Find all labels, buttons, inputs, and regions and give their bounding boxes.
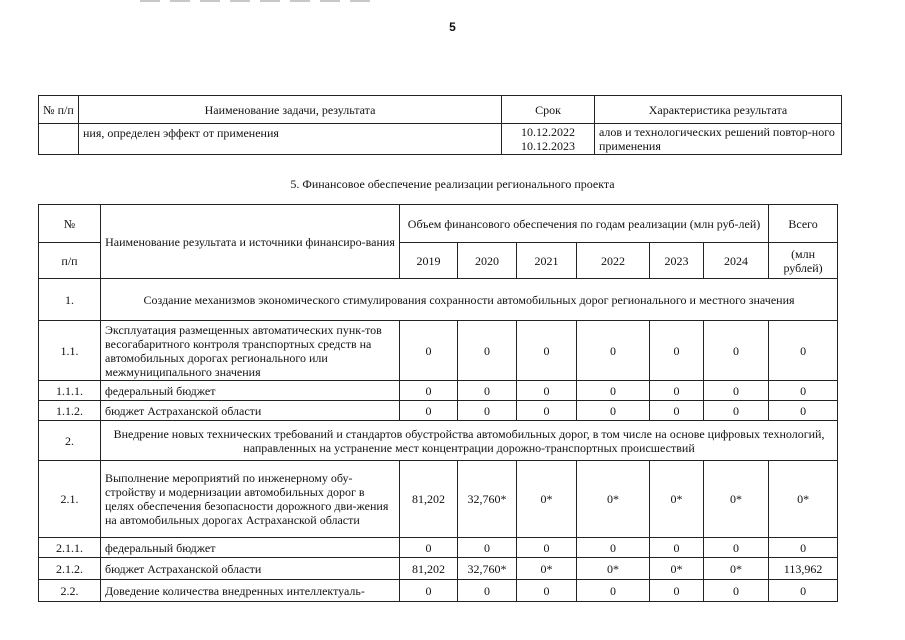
value-cell: 81,202 bbox=[400, 558, 458, 580]
value-cell: 0 bbox=[650, 321, 704, 381]
value-cell: 0 bbox=[458, 538, 517, 558]
section-title-cell: Внедрение новых технических требований и стандартов обустройства автомобильных дорог, в том числе на основе цифровых технологий, направленных на устранение мест концентрации дорожно-транспортных происшествий bbox=[101, 421, 838, 461]
value-cell: 0 bbox=[650, 580, 704, 602]
row-num: 1.1.2. bbox=[39, 401, 101, 421]
financing-header-row-1 bbox=[39, 205, 838, 243]
section-title: 5. Финансовое обеспечение реализации регионального проекта bbox=[290, 177, 615, 191]
financing-table bbox=[38, 204, 838, 602]
value-cell: 0 bbox=[577, 538, 650, 558]
row-num: 2.1.1. bbox=[39, 538, 101, 558]
value-cell: 0 bbox=[577, 381, 650, 401]
value-cell: 0 bbox=[400, 580, 458, 602]
value-cell: 0 bbox=[458, 401, 517, 421]
row-task-name: ния, определен эффект от применения bbox=[79, 124, 502, 155]
table-row bbox=[39, 580, 838, 602]
value-cell: 0 bbox=[517, 381, 577, 401]
header-num-bottom: п/п bbox=[39, 243, 101, 279]
tasks-table-header bbox=[39, 96, 842, 124]
row-num bbox=[39, 124, 79, 155]
value-cell: 0 bbox=[704, 321, 769, 381]
value-cell: 0 bbox=[704, 401, 769, 421]
value-cell: 0 bbox=[704, 580, 769, 602]
value-cell: 32,760* bbox=[458, 461, 517, 538]
header-total-unit: (млн рублей) bbox=[769, 243, 838, 279]
value-cell: 0 bbox=[458, 381, 517, 401]
header-characteristic: Характеристика результата bbox=[595, 96, 842, 124]
total-cell: 113,962 bbox=[769, 558, 838, 580]
table-row bbox=[39, 381, 838, 401]
value-cell: 0 bbox=[517, 580, 577, 602]
value-cell: 0 bbox=[400, 321, 458, 381]
value-cell: 0 bbox=[704, 538, 769, 558]
financing-table-body bbox=[39, 279, 838, 602]
row-result-name: бюджет Астраханской области bbox=[101, 401, 400, 421]
value-cell: 0 bbox=[458, 580, 517, 602]
value-cell: 0 bbox=[400, 538, 458, 558]
row-num: 2.1.2. bbox=[39, 558, 101, 580]
header-year-2021: 2021 bbox=[517, 243, 577, 279]
header-task-name: Наименование задачи, результата bbox=[79, 96, 502, 124]
value-cell: 81,202 bbox=[400, 461, 458, 538]
value-cell: 0 bbox=[650, 381, 704, 401]
value-cell: 0 bbox=[517, 401, 577, 421]
value-cell: 0 bbox=[517, 538, 577, 558]
header-year-2024: 2024 bbox=[704, 243, 769, 279]
total-cell: 0 bbox=[769, 321, 838, 381]
total-cell: 0* bbox=[769, 461, 838, 538]
section-title-cell: Создание механизмов экономического стимулирования сохранности автомобильных дорог регионального и местного значения bbox=[101, 279, 838, 321]
section-row bbox=[39, 279, 838, 321]
value-cell: 0* bbox=[704, 558, 769, 580]
value-cell: 0* bbox=[517, 558, 577, 580]
row-num: 2. bbox=[39, 421, 101, 461]
total-cell: 0 bbox=[769, 580, 838, 602]
header-year-2019: 2019 bbox=[400, 243, 458, 279]
tasks-table bbox=[38, 95, 842, 155]
row-deadline bbox=[502, 124, 595, 155]
table-row bbox=[39, 461, 838, 538]
header-year-2023: 2023 bbox=[650, 243, 704, 279]
value-cell: 0 bbox=[650, 401, 704, 421]
table-row bbox=[39, 538, 838, 558]
row-num: 2.2. bbox=[39, 580, 101, 602]
row-result-name: федеральный бюджет bbox=[101, 538, 400, 558]
value-cell: 0 bbox=[650, 538, 704, 558]
row-num: 1. bbox=[39, 279, 101, 321]
row-characteristic: алов и технологических решений повтор-ного применения bbox=[595, 124, 842, 155]
header-year-2020: 2020 bbox=[458, 243, 517, 279]
total-cell: 0 bbox=[769, 401, 838, 421]
total-cell: 0 bbox=[769, 538, 838, 558]
table-row bbox=[39, 558, 838, 580]
header-result-name: Наименование результата и источники финансиро-вания bbox=[101, 205, 400, 279]
row-num: 1.1. bbox=[39, 321, 101, 381]
value-cell: 0* bbox=[517, 461, 577, 538]
value-cell: 0* bbox=[704, 461, 769, 538]
row-num: 2.1. bbox=[39, 461, 101, 538]
section-row bbox=[39, 421, 838, 461]
value-cell: 0 bbox=[577, 321, 650, 381]
value-cell: 0* bbox=[577, 461, 650, 538]
value-cell: 0* bbox=[577, 558, 650, 580]
value-cell: 0 bbox=[517, 321, 577, 381]
header-year-2022: 2022 bbox=[577, 243, 650, 279]
header-num: № п/п bbox=[39, 96, 79, 124]
page-number: 5 bbox=[449, 20, 456, 34]
row-result-name: Доведение количества внедренных интеллектуаль- bbox=[101, 580, 400, 602]
value-cell: 0* bbox=[650, 558, 704, 580]
row-result-name: Выполнение мероприятий по инженерному обу-стройству и модернизации автомобильных дорог в целях обеспечения безопасности дорожного дви-жения на автомобильных дорогах Астраханской области bbox=[101, 461, 400, 538]
header-deadline: Срок bbox=[502, 96, 595, 124]
value-cell: 0 bbox=[704, 381, 769, 401]
table-row bbox=[39, 124, 842, 155]
row-num: 1.1.1. bbox=[39, 381, 101, 401]
value-cell: 0 bbox=[577, 401, 650, 421]
table-row bbox=[39, 401, 838, 421]
total-cell: 0 bbox=[769, 381, 838, 401]
value-cell: 0 bbox=[458, 321, 517, 381]
deadline-date-2: 10.12.2023 bbox=[521, 139, 575, 153]
table-row bbox=[39, 321, 838, 381]
value-cell: 0 bbox=[400, 401, 458, 421]
deadline-date-1: 10.12.2022 bbox=[521, 125, 575, 139]
top-scan-artifact bbox=[140, 0, 380, 2]
value-cell: 0 bbox=[400, 381, 458, 401]
value-cell: 0 bbox=[577, 580, 650, 602]
row-result-name: федеральный бюджет bbox=[101, 381, 400, 401]
header-volume: Объем финансового обеспечения по годам реализации (млн руб-лей) bbox=[400, 205, 769, 243]
row-result-name: Эксплуатация размещенных автоматических пунк-тов весогабаритного контроля транспортных средств на автомобильных дорогах регионального или межмуниципального значения bbox=[101, 321, 400, 381]
header-total: Всего bbox=[769, 205, 838, 243]
value-cell: 0* bbox=[650, 461, 704, 538]
row-result-name: бюджет Астраханской области bbox=[101, 558, 400, 580]
value-cell: 32,760* bbox=[458, 558, 517, 580]
header-num-top: № bbox=[39, 205, 101, 243]
